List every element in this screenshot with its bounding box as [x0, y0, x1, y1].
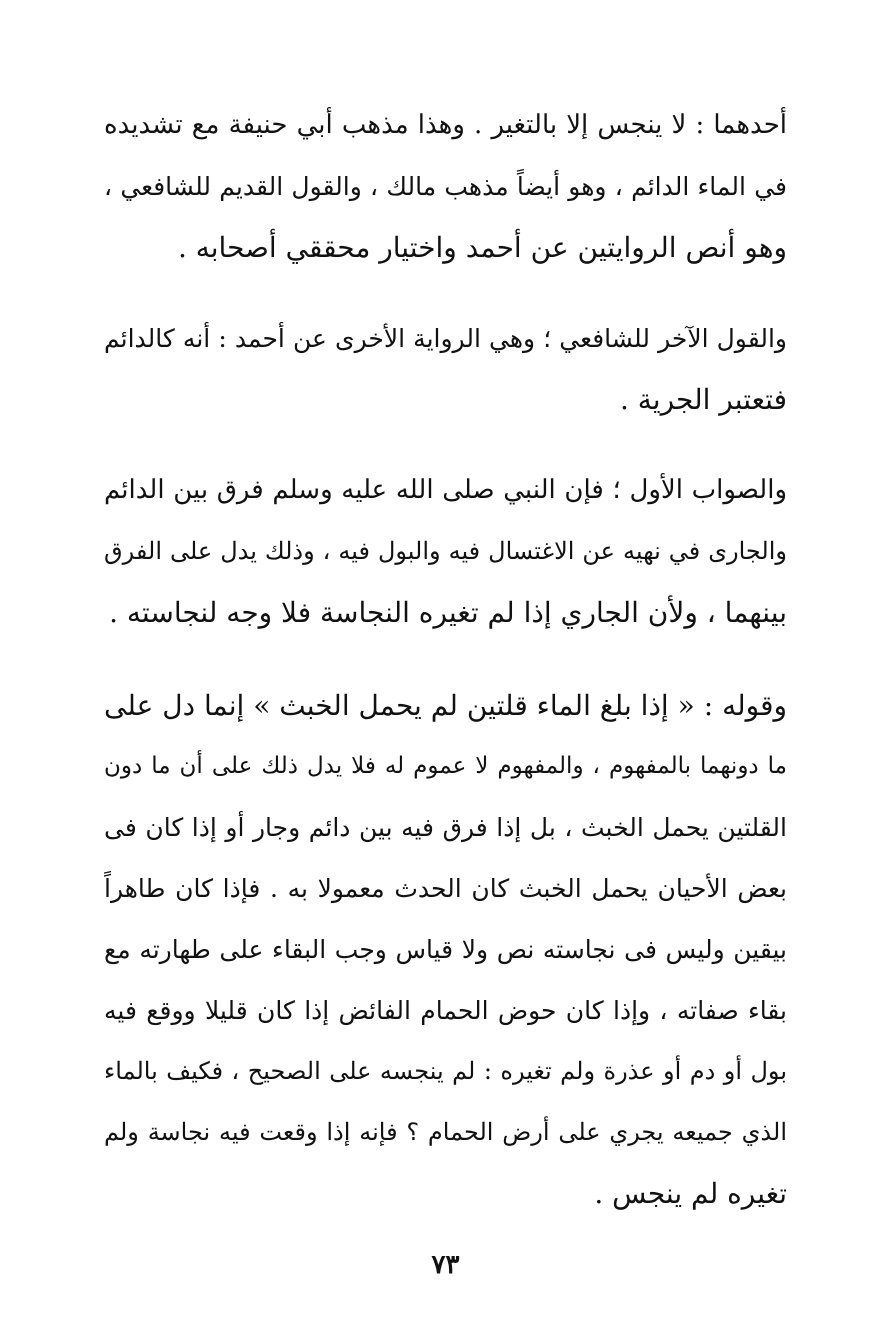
text-line: بيقين وليس فى نجاسته نص ولا قياس وجب البقاء على طهارته مع: [104, 935, 787, 964]
text-line: في الماء الدائم ، وهو أيضاً مذهب مالك ، والقول القديم للشافعي ،: [104, 172, 787, 201]
text-line: فتعتبر الجرية .: [619, 383, 787, 416]
text-line: وهو أنص الروايتين عن أحمد واختيار محققي أصحابه .: [177, 231, 787, 264]
text-line: أحدهما : لا ينجس إلا بالتغير . وهذا مذهب أبي حنيفة مع تشديده: [104, 110, 787, 140]
paragraph-3: [104, 460, 787, 643]
text-line: والجارى في نهيه عن الاغتسال فيه والبول فيه ، وذلك يدل على الفرق: [104, 537, 787, 565]
text-line: الذي جميعه يجري على أرض الحمام ؟ فإنه إذا وقعت فيه نجاسة ولم: [104, 1118, 787, 1146]
text-line: بول أو دم أو عذرة ولم تغيره : لم ينجسه على الصحيح ، فكيف بالماء: [104, 1057, 787, 1085]
text-line: بعض الأحيان يحمل الخبث كان الحدث معمولا به . فإذا كان طاهراً: [104, 874, 787, 903]
text-line: وقوله : « إذا بلغ الماء قلتين لم يحمل الخبث » إنما دل على: [104, 689, 787, 722]
text-line: بقاء صفاته ، وإذا كان حوض الحمام الفائض إذا كان قليلا ووقع فيه: [104, 996, 787, 1025]
text-line: القلتين يحمل الخبث ، بل إذا فرق فيه بين دائم وجار أو إذا كان فى: [104, 813, 787, 842]
paragraph-2: [104, 308, 787, 430]
text-line: بينهما ، ولأن الجاري إذا لم تغيره النجاسة فلا وجه لنجاسته .: [109, 596, 787, 629]
page-number: ٧٣: [431, 1250, 460, 1280]
text-line: والصواب الأول ؛ فإن النبي صلى الله عليه وسلم فرق بين الدائم: [104, 475, 787, 505]
paragraph-1: [104, 95, 787, 278]
text-line: والقول الآخر للشافعي ؛ وهي الرواية الأخرى عن أحمد : أنه كالدائم: [104, 324, 787, 353]
text-line: تغيره لم ينجس .: [594, 1177, 787, 1210]
text-line: ما دونهما بالمفهوم ، والمفهوم لا عموم له فلا يدل ذلك على أن ما دون: [104, 753, 787, 779]
paragraph-4: [104, 675, 787, 1224]
